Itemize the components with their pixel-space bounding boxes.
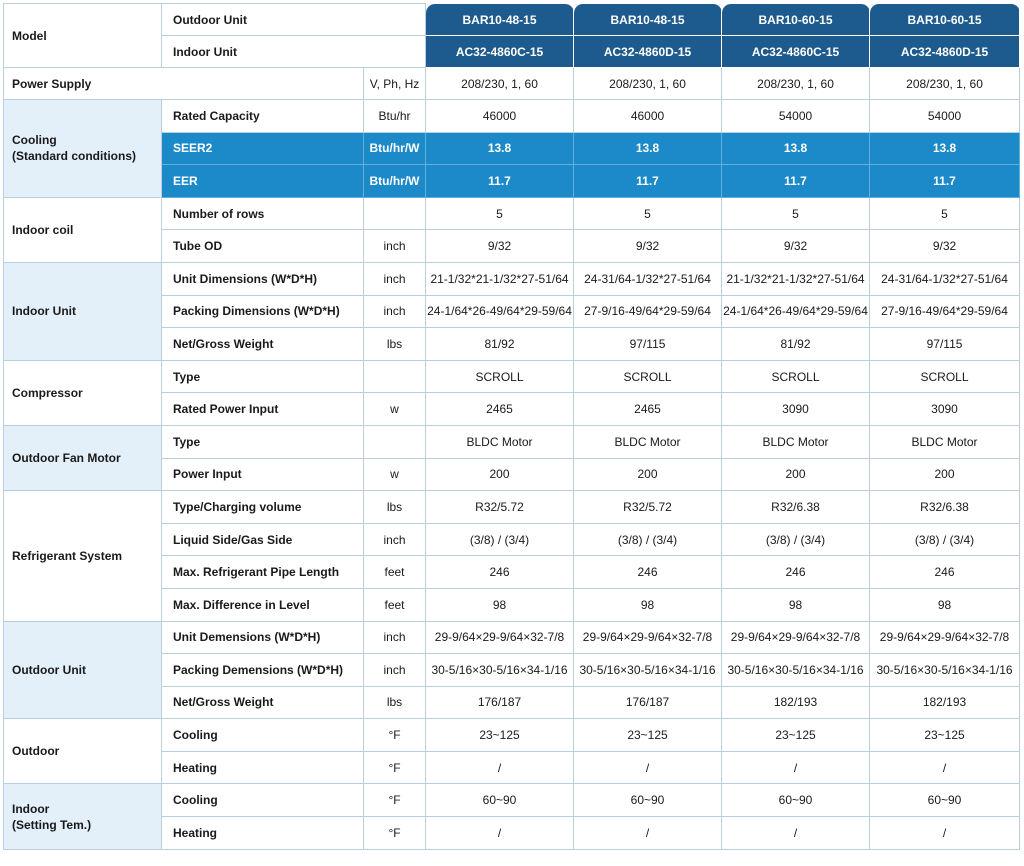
- row-label: Max. Difference in Level: [162, 588, 364, 621]
- row-value: 3090: [870, 393, 1020, 426]
- row-value: 200: [574, 458, 722, 491]
- row-unit: feet: [364, 556, 426, 589]
- row-value: 246: [722, 556, 870, 589]
- row-unit: [364, 425, 426, 458]
- row-value: BLDC Motor: [574, 425, 722, 458]
- row-value: 27-9/16-49/64*29-59/64: [870, 295, 1020, 328]
- row-value: 2465: [426, 393, 574, 426]
- row-value: /: [870, 751, 1020, 784]
- spec-row: [4, 100, 1020, 133]
- row-value: (3/8) / (3/4): [426, 523, 574, 556]
- row-value: 23~125: [870, 719, 1020, 752]
- row-label: Tube OD: [162, 230, 364, 263]
- row-unit: [364, 360, 426, 393]
- row-value: 200: [870, 458, 1020, 491]
- row-value: 24-1/64*26-49/64*29-59/64: [426, 295, 574, 328]
- section-indoor-coil: Indoor coil: [4, 197, 162, 262]
- power-supply-value: 208/230, 1, 60: [426, 68, 574, 100]
- row-value: /: [574, 817, 722, 850]
- row-value: (3/8) / (3/4): [722, 523, 870, 556]
- row-value: 60~90: [722, 784, 870, 817]
- row-value: 30-5/16×30-5/16×34-1/16: [722, 654, 870, 687]
- row-value: 60~90: [574, 784, 722, 817]
- outdoor-model-3: BAR10-60-15: [722, 4, 870, 36]
- power-supply-row: [4, 68, 1020, 100]
- section-indoor-unit: Indoor Unit: [4, 262, 162, 360]
- row-value: 29-9/64×29-9/64×32-7/8: [870, 621, 1020, 654]
- power-supply-value: 208/230, 1, 60: [574, 68, 722, 100]
- outdoor-model-2: BAR10-48-15: [574, 4, 722, 36]
- indoor-model-3: AC32-4860C-15: [722, 36, 870, 68]
- row-unit: inch: [364, 621, 426, 654]
- row-label: Heating: [162, 817, 364, 850]
- row-value: (3/8) / (3/4): [574, 523, 722, 556]
- indoor-model-1: AC32-4860C-15: [426, 36, 574, 68]
- row-value: R32/6.38: [870, 491, 1020, 524]
- spec-row: [4, 784, 1020, 817]
- row-value: 5: [574, 197, 722, 230]
- spec-row: [4, 491, 1020, 524]
- row-unit: °F: [364, 751, 426, 784]
- row-value: 81/92: [426, 328, 574, 361]
- row-value: 21-1/32*21-1/32*27-51/64: [426, 262, 574, 295]
- row-value: 3090: [722, 393, 870, 426]
- row-value: 11.7: [574, 165, 722, 198]
- row-unit: °F: [364, 719, 426, 752]
- row-label: Rated Power Input: [162, 393, 364, 426]
- row-value: 13.8: [426, 132, 574, 165]
- row-unit: °F: [364, 784, 426, 817]
- row-unit: °F: [364, 817, 426, 850]
- row-label: Rated Capacity: [162, 100, 364, 133]
- indoor-unit-label: Indoor Unit: [162, 36, 426, 68]
- spec-row: [4, 621, 1020, 654]
- row-value: 11.7: [722, 165, 870, 198]
- row-unit: inch: [364, 523, 426, 556]
- row-value: 81/92: [722, 328, 870, 361]
- power-supply-label: Power Supply: [4, 68, 364, 100]
- row-value: 9/32: [574, 230, 722, 263]
- row-value: 11.7: [426, 165, 574, 198]
- row-value: 11.7: [870, 165, 1020, 198]
- row-unit: inch: [364, 262, 426, 295]
- row-value: 9/32: [426, 230, 574, 263]
- spec-row: [4, 719, 1020, 752]
- row-value: 13.8: [722, 132, 870, 165]
- row-unit: lbs: [364, 686, 426, 719]
- row-label: Net/Gross Weight: [162, 328, 364, 361]
- row-value: /: [426, 817, 574, 850]
- row-value: 246: [574, 556, 722, 589]
- spec-row: [4, 197, 1020, 230]
- outdoor-model-1: BAR10-48-15: [426, 4, 574, 36]
- row-unit: w: [364, 393, 426, 426]
- row-label: Cooling: [162, 719, 364, 752]
- row-value: 9/32: [722, 230, 870, 263]
- row-value: /: [574, 751, 722, 784]
- row-value: 54000: [722, 100, 870, 133]
- row-value: 24-1/64*26-49/64*29-59/64: [722, 295, 870, 328]
- row-label: Unit Demensions (W*D*H): [162, 621, 364, 654]
- row-value: 23~125: [722, 719, 870, 752]
- row-label: Packing Dimensions (W*D*H): [162, 295, 364, 328]
- section-indoor: Indoor (Setting Tem.): [4, 784, 162, 849]
- row-value: 27-9/16-49/64*29-59/64: [574, 295, 722, 328]
- row-value: 182/193: [722, 686, 870, 719]
- row-value: 24-31/64-1/32*27-51/64: [574, 262, 722, 295]
- row-unit: lbs: [364, 491, 426, 524]
- row-unit: inch: [364, 230, 426, 263]
- power-supply-value: 208/230, 1, 60: [722, 68, 870, 100]
- row-label: EER: [162, 165, 364, 198]
- row-value: 29-9/64×29-9/64×32-7/8: [574, 621, 722, 654]
- row-value: 60~90: [426, 784, 574, 817]
- spec-row: [4, 360, 1020, 393]
- section-outdoor-fan-motor: Outdoor Fan Motor: [4, 425, 162, 490]
- row-value: /: [722, 751, 870, 784]
- spec-table-wrapper: [3, 3, 1019, 850]
- section-outdoor: Outdoor: [4, 719, 162, 784]
- row-value: 13.8: [574, 132, 722, 165]
- row-value: BLDC Motor: [870, 425, 1020, 458]
- spec-table: [3, 3, 1020, 850]
- row-unit: inch: [364, 295, 426, 328]
- row-value: SCROLL: [722, 360, 870, 393]
- row-value: 13.8: [870, 132, 1020, 165]
- row-value: /: [870, 817, 1020, 850]
- row-value: /: [722, 817, 870, 850]
- row-value: 200: [722, 458, 870, 491]
- row-value: (3/8) / (3/4): [870, 523, 1020, 556]
- row-value: 9/32: [870, 230, 1020, 263]
- model-label: Model: [4, 4, 162, 68]
- row-value: 176/187: [426, 686, 574, 719]
- row-label: Liquid Side/Gas Side: [162, 523, 364, 556]
- row-value: 30-5/16×30-5/16×34-1/16: [870, 654, 1020, 687]
- row-label: Heating: [162, 751, 364, 784]
- row-label: Number of rows: [162, 197, 364, 230]
- row-label: Type: [162, 360, 364, 393]
- row-unit: feet: [364, 588, 426, 621]
- header-outdoor-row: [4, 4, 1020, 36]
- row-value: SCROLL: [574, 360, 722, 393]
- row-label: Packing Demensions (W*D*H): [162, 654, 364, 687]
- row-value: 5: [870, 197, 1020, 230]
- row-value: 246: [426, 556, 574, 589]
- row-unit: Btu/hr: [364, 100, 426, 133]
- row-value: 98: [870, 588, 1020, 621]
- row-label: Cooling: [162, 784, 364, 817]
- row-label: Type/Charging volume: [162, 491, 364, 524]
- row-value: SCROLL: [870, 360, 1020, 393]
- row-value: 97/115: [574, 328, 722, 361]
- row-value: SCROLL: [426, 360, 574, 393]
- row-value: 30-5/16×30-5/16×34-1/16: [426, 654, 574, 687]
- row-value: 182/193: [870, 686, 1020, 719]
- section-refrigerant-system: Refrigerant System: [4, 491, 162, 621]
- row-value: BLDC Motor: [722, 425, 870, 458]
- row-label: Max. Refrigerant Pipe Length: [162, 556, 364, 589]
- row-label: Unit Dimensions (W*D*H): [162, 262, 364, 295]
- row-value: BLDC Motor: [426, 425, 574, 458]
- row-value: 21-1/32*21-1/32*27-51/64: [722, 262, 870, 295]
- row-value: 60~90: [870, 784, 1020, 817]
- row-unit: lbs: [364, 328, 426, 361]
- row-value: 23~125: [574, 719, 722, 752]
- row-value: 46000: [574, 100, 722, 133]
- row-value: 200: [426, 458, 574, 491]
- row-value: 23~125: [426, 719, 574, 752]
- row-value: 54000: [870, 100, 1020, 133]
- indoor-model-4: AC32-4860D-15: [870, 36, 1020, 68]
- spec-row: [4, 262, 1020, 295]
- row-value: 98: [722, 588, 870, 621]
- indoor-model-2: AC32-4860D-15: [574, 36, 722, 68]
- row-value: 98: [426, 588, 574, 621]
- power-supply-value: 208/230, 1, 60: [870, 68, 1020, 100]
- outdoor-model-4: BAR10-60-15: [870, 4, 1020, 36]
- row-label: Net/Gross Weight: [162, 686, 364, 719]
- row-value: R32/5.72: [426, 491, 574, 524]
- row-unit: Btu/hr/W: [364, 132, 426, 165]
- row-value: 30-5/16×30-5/16×34-1/16: [574, 654, 722, 687]
- row-label: SEER2: [162, 132, 364, 165]
- row-value: 29-9/64×29-9/64×32-7/8: [722, 621, 870, 654]
- row-value: /: [426, 751, 574, 784]
- row-value: 98: [574, 588, 722, 621]
- outdoor-unit-label: Outdoor Unit: [162, 4, 426, 36]
- row-unit: w: [364, 458, 426, 491]
- row-label: Type: [162, 425, 364, 458]
- row-value: 2465: [574, 393, 722, 426]
- spec-body: [4, 100, 1020, 850]
- row-unit: inch: [364, 654, 426, 687]
- section-compressor: Compressor: [4, 360, 162, 425]
- section-outdoor-unit: Outdoor Unit: [4, 621, 162, 719]
- row-value: 5: [722, 197, 870, 230]
- power-supply-unit: V, Ph, Hz: [364, 68, 426, 100]
- spec-row: [4, 425, 1020, 458]
- row-value: R32/5.72: [574, 491, 722, 524]
- row-value: 176/187: [574, 686, 722, 719]
- row-label: Power Input: [162, 458, 364, 491]
- section-cooling: Cooling (Standard conditions): [4, 100, 162, 198]
- row-value: 29-9/64×29-9/64×32-7/8: [426, 621, 574, 654]
- row-value: 46000: [426, 100, 574, 133]
- row-value: 5: [426, 197, 574, 230]
- row-value: R32/6.38: [722, 491, 870, 524]
- row-value: 97/115: [870, 328, 1020, 361]
- row-unit: [364, 197, 426, 230]
- row-value: 24-31/64-1/32*27-51/64: [870, 262, 1020, 295]
- row-value: 246: [870, 556, 1020, 589]
- row-unit: Btu/hr/W: [364, 165, 426, 198]
